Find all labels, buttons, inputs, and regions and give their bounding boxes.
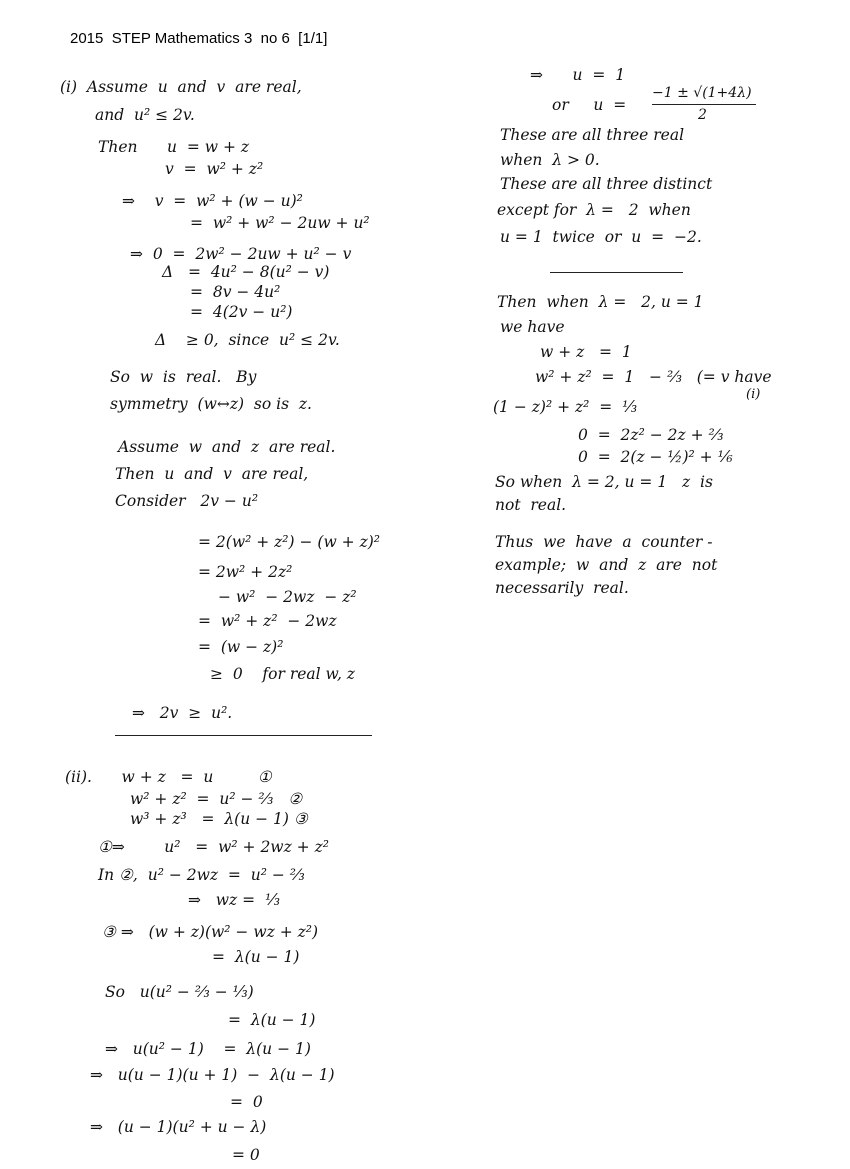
section-divider [550,272,683,273]
fraction-denominator: 2 [698,107,707,123]
text-line: = 2w² + 2z² [198,563,293,581]
text-line: = 0 [232,1146,260,1164]
text-line: u = 1 twice or u = −2. [500,228,702,246]
text-line: Then u = w + z [98,138,250,156]
text-line: w³ + z³ = λ(u − 1) ③ [130,810,308,828]
text-line: Δ = 4u² − 8(u² − v) [162,263,330,281]
fraction-numerator: −1 ± √(1+4λ) [652,85,752,101]
text-line: w² + z² = 1 − ⅔ (= v have [535,368,772,386]
text-line: Then u and v are real, [115,465,309,483]
text-line: symmetry (w↔z) so is z. [110,395,312,413]
text-line: = 2(w² + z²) − (w + z)² [198,533,380,551]
text-line: example; w and z are not [495,556,718,574]
text-line: (1 − z)² + z² = ⅓ [493,398,638,416]
text-line: = 4(2v − u²) [190,303,293,321]
text-line: or u = [552,96,627,114]
text-line: we have [500,318,565,336]
text-line: ③ ⇒ (w + z)(w² − wz + z²) [102,923,319,941]
text-line: So u(u² − ⅔ − ⅓) [105,983,254,1001]
text-line: ⇒ 0 = 2w² − 2uw + u² − v [130,245,352,263]
text-line: ①⇒ u² = w² + 2wz + z² [98,838,329,856]
text-line: These are all three distinct [500,175,713,193]
text-line: ⇒ u = 1 [530,66,626,84]
text-line: when λ > 0. [500,151,600,169]
text-line: These are all three real [500,126,685,144]
text-line: = (w − z)² [198,638,284,656]
text-line: (i) Assume u and v are real, [60,78,302,96]
text-line: ≥ 0 for real w, z [210,665,355,683]
text-line: and u² ≤ 2v. [95,106,195,124]
text-line: (ii). w + z = u ① [65,768,272,786]
reference-note: (i) [746,387,761,402]
text-line: = w² + w² − 2uw + u² [190,214,370,232]
text-line: = λ(u − 1) [228,1011,316,1029]
text-line: 0 = 2z² − 2z + ⅔ [578,426,724,444]
text-line: So when λ = 2, u = 1 z is [495,473,713,491]
text-line: ⇒ u(u − 1)(u + 1) − λ(u − 1) [90,1066,335,1084]
text-line: − w² − 2wz − z² [218,588,357,606]
text-line: Δ ≥ 0, since u² ≤ 2v. [155,331,340,349]
text-line: Consider 2v − u² [115,492,259,510]
text-line: 0 = 2(z − ½)² + ⅙ [578,448,733,466]
text-line: = 8v − 4u² [190,283,281,301]
text-line: In ②, u² − 2wz = u² − ⅔ [98,866,305,884]
text-line: = w² + z² − 2wz [198,612,337,630]
text-line: Assume w and z are real. [118,438,336,456]
text-line: So w is real. By [110,368,257,386]
text-line: except for λ = 2 when [497,201,691,219]
text-line: = 0 [230,1093,263,1111]
text-line: ⇒ u(u² − 1) = λ(u − 1) [105,1040,311,1058]
text-line: ⇒ wz = ⅓ [188,891,280,909]
text-line: Then when λ = 2, u = 1 [497,293,704,311]
page-header: 2015 STEP Mathematics 3 no 6 [1/1] [70,30,328,47]
text-line: necessarily real. [495,579,629,597]
text-line: ⇒ 2v ≥ u². [132,704,233,722]
text-line: not real. [495,496,567,514]
section-divider [115,735,372,736]
text-line: ⇒ (u − 1)(u² + u − λ) [90,1118,267,1136]
text-line: w² + z² = u² − ⅔ ② [130,790,303,808]
text-line: = λ(u − 1) [212,948,300,966]
text-line: v = w² + z² [165,160,264,178]
text-line: w + z = 1 [540,343,632,361]
fraction-bar [652,104,756,105]
text-line: Thus we have a counter - [495,533,713,551]
text-line: ⇒ v = w² + (w − u)² [122,192,303,210]
